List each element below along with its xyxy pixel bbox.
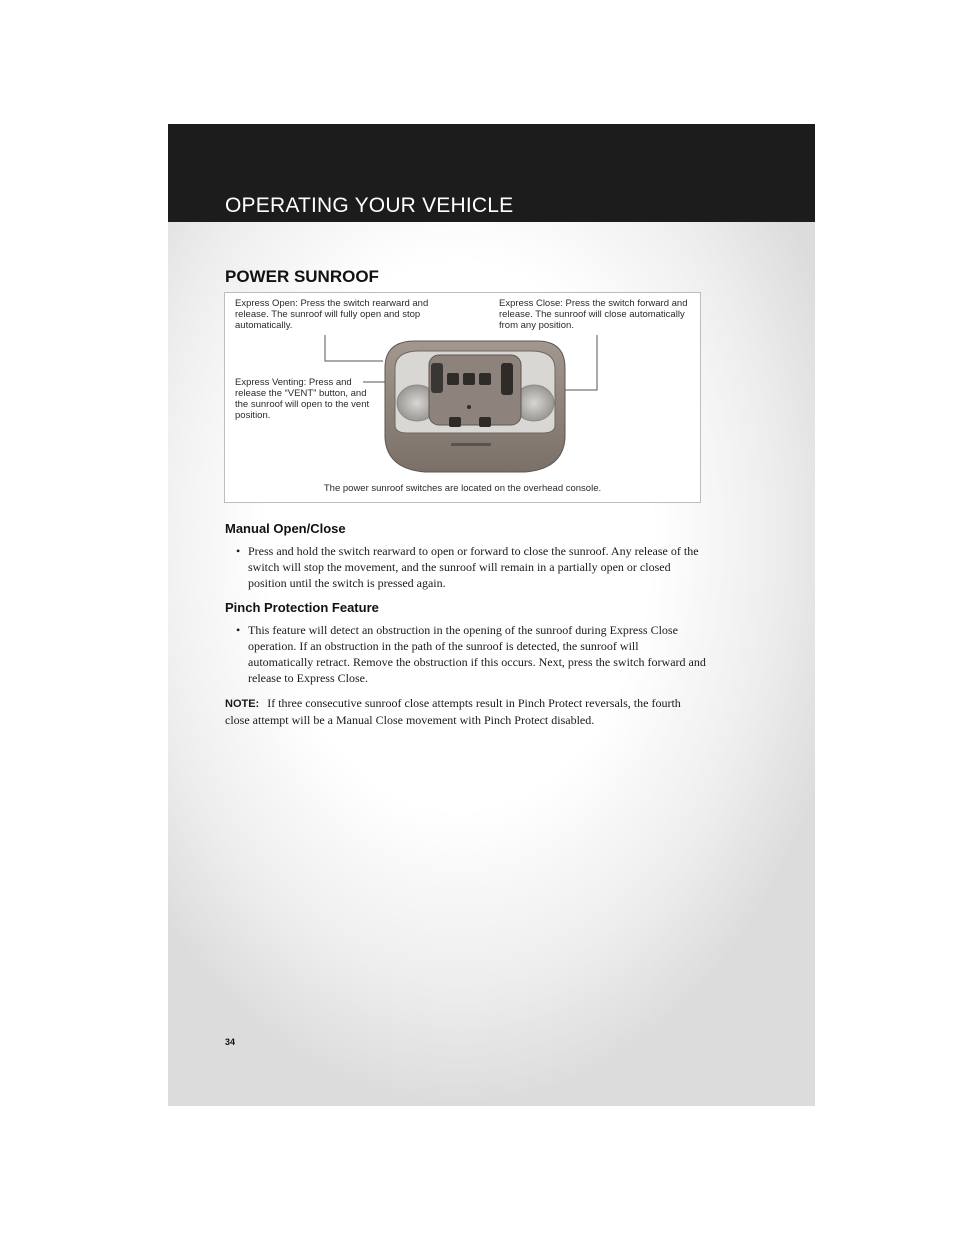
- pinch-protection-text: This feature will detect an obstruction in the opening of the sunroof during Express Close operation. If an obstruction in the path of the sunroof is detected, the sunroof will automatically retract. Remove the obstruction if this occurs. Next, press the switch forward and release to Express Close.: [248, 623, 706, 685]
- bullet-glyph: •: [236, 544, 241, 558]
- callout-express-open: Express Open: Press the switch rearward and release. The sunroof will fully open and stop automatically.: [235, 298, 429, 331]
- manual-open-close-heading: Manual Open/Close: [225, 521, 346, 536]
- bullet-glyph: •: [236, 623, 241, 637]
- pinch-protection-bullet: [236, 622, 706, 686]
- map-light-button-right[interactable]: [479, 417, 491, 427]
- leader-line-close: [563, 335, 597, 390]
- page-title: OPERATING YOUR VEHICLE: [225, 194, 514, 217]
- switch-button-1[interactable]: [447, 373, 459, 385]
- page-number: 34: [225, 1037, 236, 1047]
- section-title: POWER SUNROOF: [225, 267, 379, 286]
- callout-express-close: Express Close: Press the switch forward and release. The sunroof will close automatically from any position.: [499, 298, 688, 331]
- map-light-button-left[interactable]: [449, 417, 461, 427]
- console-latch: [451, 443, 491, 446]
- note-label: NOTE:: [225, 698, 260, 710]
- figure-caption: The power sunroof switches are located on the overhead console.: [323, 483, 602, 494]
- pinch-protection-heading: Pinch Protection Feature: [225, 600, 379, 615]
- sunroof-figure: [224, 292, 701, 503]
- switch-button-3[interactable]: [479, 373, 491, 385]
- manual-page: [168, 124, 815, 1106]
- manual-open-close-text: Press and hold the switch rearward to open or forward to close the sunroof. Any release of the switch will stop the movement, and the sunroof will remain in a partially open or closed position until the switch is pressed again.: [248, 544, 699, 590]
- switch-button-2[interactable]: [463, 373, 475, 385]
- sensor-dot: [467, 405, 471, 409]
- leader-line-open: [325, 335, 383, 361]
- header-banner: [168, 124, 815, 222]
- manual-open-close-bullet: [236, 543, 706, 591]
- note-paragraph: [225, 695, 705, 728]
- sunroof-switch[interactable]: [431, 363, 443, 393]
- vent-button[interactable]: [501, 363, 513, 395]
- note-text: If three consecutive sunroof close attempts result in Pinch Protect reversals, the fourth close attempt will be a Manual Close movement with Pinch Protect disabled.: [225, 696, 681, 727]
- callout-express-venting: Express Venting: Press and release the “VENT” button, and the sunroof will open to the vent position.: [235, 377, 370, 421]
